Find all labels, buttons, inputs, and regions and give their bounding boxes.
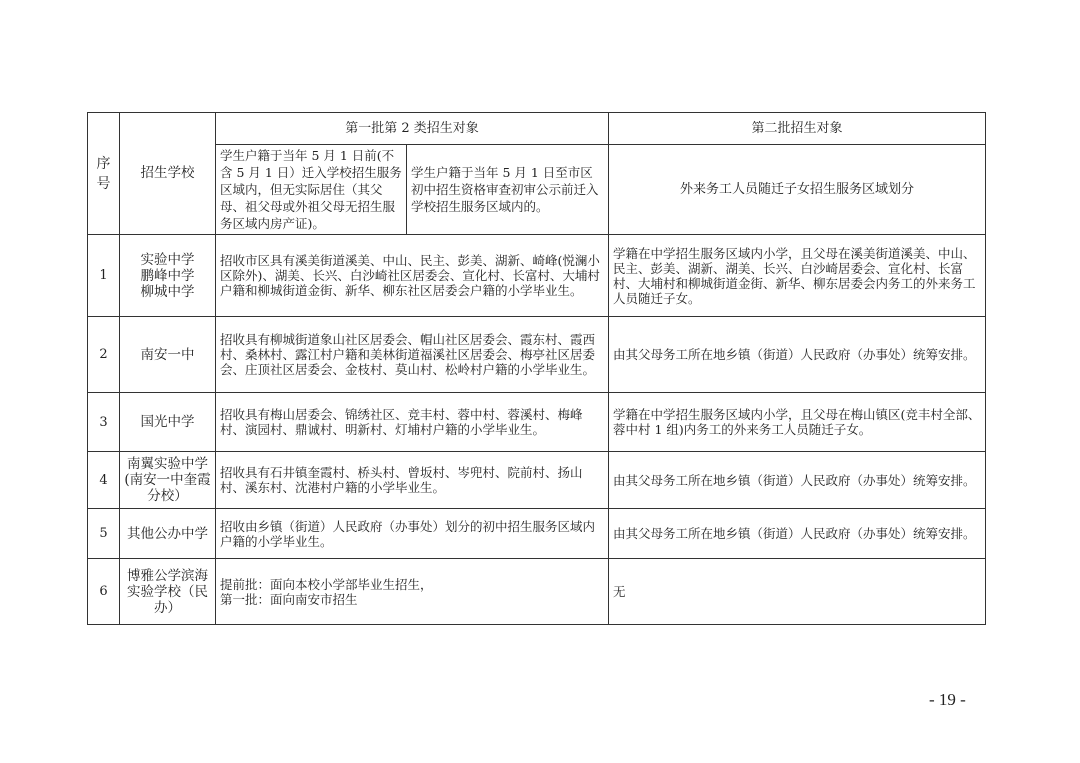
row-batch1: 招收具有石井镇奎霞村、桥头村、曾坂村、岑兜村、院前村、扬山村、溪东村、沈港村户籍的小学毕业生。 — [216, 452, 609, 509]
row-batch1: 招收市区具有溪美街道溪美、中山、民主、彭美、湖新、崎峰(悦澜小区除外)、湖美、长兴、白沙崎社区居委会、宣化村、长富村、大埔村户籍和柳城街道金街、新华、柳东社区居委会户籍的小学毕业生。 — [216, 235, 609, 317]
table-row — [88, 235, 986, 317]
row-school: 国光中学 — [120, 393, 216, 452]
row-batch2: 由其父母务工所在地乡镇（街道）人民政府（办事处）统筹安排。 — [609, 452, 986, 509]
row-school: 其他公办中学 — [120, 509, 216, 559]
batch2-sub-header: 外来务工人员随迁子女招生服务区域划分 — [609, 145, 986, 235]
school-header: 招生学校 — [120, 113, 216, 235]
row-batch1: 招收具有梅山居委会、锦绣社区、竞丰村、蓉中村、蓉溪村、梅峰村、演园村、鼎诚村、明新村、灯埔村户籍的小学毕业生。 — [216, 393, 609, 452]
row-school: 实验中学 鹏峰中学 柳城中学 — [120, 235, 216, 317]
seq-header: 序号 — [88, 113, 120, 235]
row-batch1: 招收具有柳城街道象山社区居委会、帽山社区居委会、霞东村、霞西村、桑林村、露江村户籍和美林街道福溪社区居委会、梅亭社区居委会、庄顶社区居委会、金枝村、莫山村、松岭村户籍的小学毕业生。 — [216, 317, 609, 393]
batch2-header: 第二批招生对象 — [609, 113, 986, 145]
table-row — [88, 509, 986, 559]
batch1-sub-header-a: 学生户籍于当年 5 月 1 日前(不含 5 月 1 日）迁入学校招生服务区域内，但无实际居住（其父母、祖父母或外祖父母无招生服务区域内房产证)。 — [216, 145, 407, 235]
row-school: 南安一中 — [120, 317, 216, 393]
row-batch2: 由其父母务工所在地乡镇（街道）人民政府（办事处）统筹安排。 — [609, 317, 986, 393]
table-row — [88, 452, 986, 509]
header-row-1 — [88, 113, 986, 145]
page-number: - 19 - — [929, 690, 966, 709]
row-seq: 4 — [88, 452, 120, 509]
row-batch1: 提前批：面向本校小学部毕业生招生， 第一批：面向南安市招生 — [216, 559, 609, 625]
batch1-header: 第一批第 2 类招生对象 — [216, 113, 609, 145]
batch1-sub-header-b: 学生户籍于当年 5 月 1 日至市区初中招生资格审查初审公示前迁入学校招生服务区域内的。 — [407, 145, 609, 235]
table-row — [88, 559, 986, 625]
row-seq: 3 — [88, 393, 120, 452]
table-row — [88, 317, 986, 393]
row-seq: 6 — [88, 559, 120, 625]
row-batch2: 无 — [609, 559, 986, 625]
row-seq: 1 — [88, 235, 120, 317]
row-batch2: 学籍在中学招生服务区域内小学，且父母在溪美街道溪美、中山、民主、彭美、湖新、湖美、长兴、白沙崎居委会、宣化村、长富村、大埔村和柳城街道金街、新华、柳东居委会内务工的外来务工人员随迁子女。 — [609, 235, 986, 317]
row-batch2: 学籍在中学招生服务区域内小学，且父母在梅山镇区(竞丰村全部、蓉中村 1 组)内务工的外来务工人员随迁子女。 — [609, 393, 986, 452]
header-row-2 — [88, 145, 986, 235]
row-seq: 2 — [88, 317, 120, 393]
table-row — [88, 393, 986, 452]
admission-table — [87, 112, 986, 625]
row-batch1: 招收由乡镇（街道）人民政府（办事处）划分的初中招生服务区域内户籍的小学毕业生。 — [216, 509, 609, 559]
row-school: 博雅公学滨海实验学校（民办） — [120, 559, 216, 625]
row-seq: 5 — [88, 509, 120, 559]
row-batch2: 由其父母务工所在地乡镇（街道）人民政府（办事处）统筹安排。 — [609, 509, 986, 559]
row-school: 南翼实验中学(南安一中奎霞分校） — [120, 452, 216, 509]
